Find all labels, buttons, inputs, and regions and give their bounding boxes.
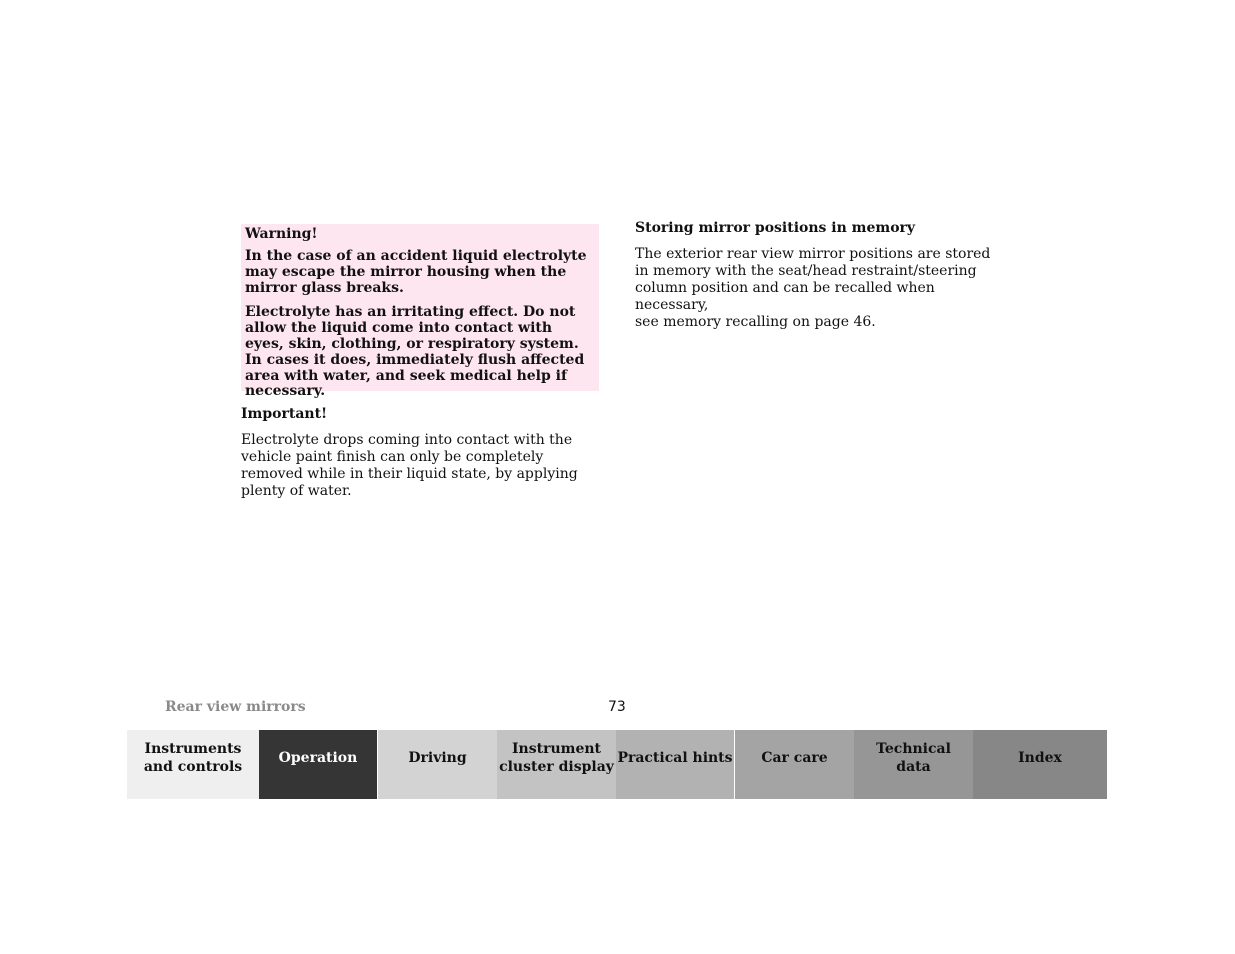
tab-instrument-cluster-display[interactable]: Instrument cluster display: [497, 730, 616, 799]
tab-operation[interactable]: Operation: [259, 730, 378, 799]
important-note: [241, 406, 601, 500]
tab-driving[interactable]: Driving: [378, 730, 497, 799]
tab-instruments-and-controls[interactable]: Instruments and controls: [127, 730, 259, 799]
tab-index[interactable]: Index: [973, 730, 1107, 799]
important-text: Electrolyte drops coming into contact with the vehicle paint finish can only be completely removed while in their liquid state, by applying plenty of water.: [241, 432, 578, 499]
storing-text: [635, 246, 995, 331]
warning-paragraph: Electrolyte has an irritating effect. Do not allow the liquid come into contact with eyes, skin, clothing, or respiratory system. In cases it does, immediately flush affected area with water, and seek medical help if necessary.: [245, 304, 585, 400]
storing-title: Storing mirror positions in memory: [635, 220, 916, 236]
tab-technical-data[interactable]: Technical data: [854, 730, 973, 799]
storing-mirror-section: [635, 220, 995, 331]
page-number: 73: [608, 699, 626, 715]
chapter-nav: [127, 730, 1107, 799]
warning-box: [241, 224, 599, 400]
section-label: Rear view mirrors: [165, 699, 306, 715]
warning-title: Warning!: [245, 226, 318, 242]
tab-practical-hints[interactable]: Practical hints: [616, 730, 735, 799]
tab-car-care[interactable]: Car care: [735, 730, 854, 799]
storing-body: The exterior rear view mirror positions are stored in memory with the seat/head restraint/steering column position and can be recalled when necessary, see memory recalling on page 46.: [635, 246, 991, 330]
warning-paragraph: In the case of an accident liquid electrolyte may escape the mirror housing when the mirror glass breaks.: [245, 248, 587, 296]
important-title: Important!: [241, 406, 328, 422]
